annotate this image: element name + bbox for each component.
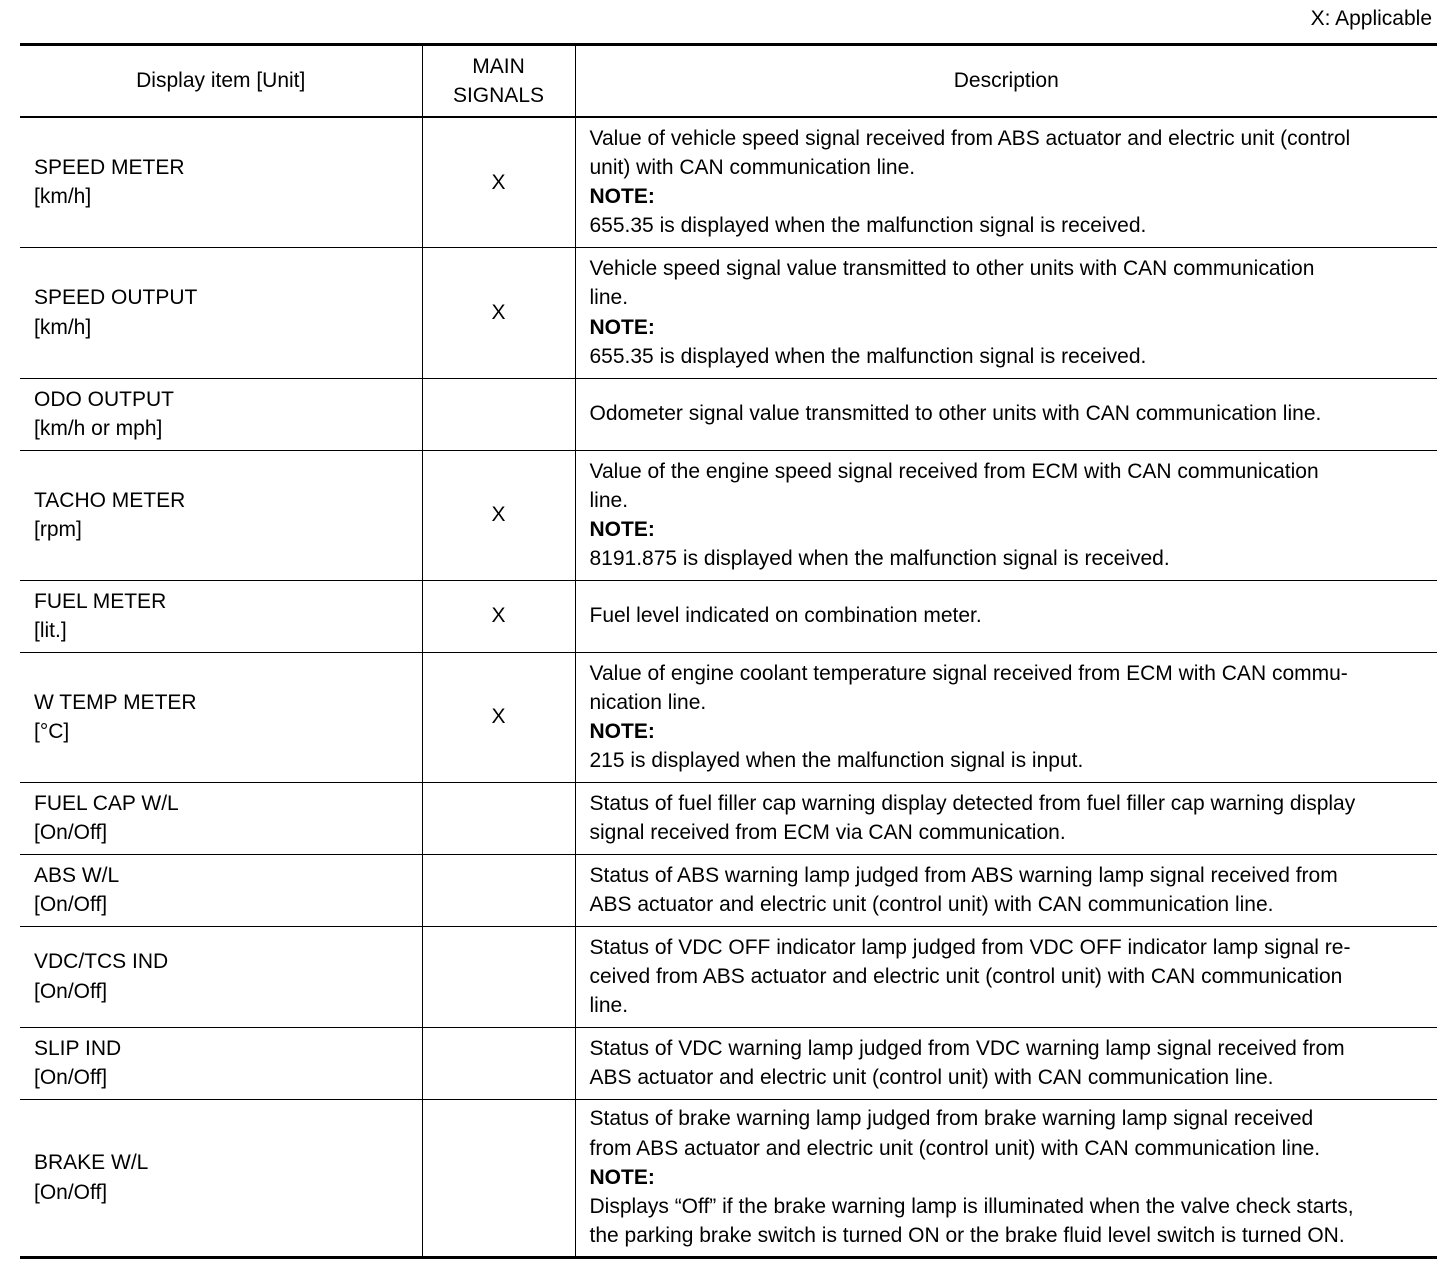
description-line: Status of brake warning lamp judged from brake warning lamp signal received	[589, 1107, 1314, 1131]
item-unit: [On/Off]	[34, 821, 108, 844]
item-unit: [km/h]	[34, 315, 92, 339]
description-cell	[575, 1027, 1437, 1099]
display-item-table	[20, 43, 1437, 1259]
description-cell	[575, 378, 1437, 450]
note-label: NOTE:	[589, 720, 655, 743]
item-unit: [km/h or mph]	[34, 417, 163, 440]
table-row	[20, 652, 1437, 782]
table-row	[20, 782, 1437, 854]
header-display-item: Display item [Unit]	[20, 45, 422, 118]
item-name: SPEED METER	[34, 156, 185, 180]
display-item-cell	[20, 580, 422, 652]
table-row	[20, 1099, 1437, 1257]
description-cell	[575, 926, 1437, 1027]
table-row	[20, 926, 1437, 1027]
main-signal-cell: X	[422, 580, 575, 652]
item-name: W TEMP METER	[34, 690, 197, 714]
item-unit: [lit.]	[34, 619, 67, 642]
note-text: the parking brake switch is turned ON or the brake fluid level switch is turned ON.	[589, 1224, 1345, 1248]
item-name: TACHO METER	[34, 488, 186, 512]
description-line: Odometer signal value transmitted to other units with CAN communication line.	[589, 402, 1322, 426]
item-unit: [rpm]	[34, 518, 82, 541]
item-name: FUEL CAP W/L	[34, 791, 179, 815]
description-line: line.	[589, 994, 629, 1018]
description-line: line.	[589, 488, 629, 512]
table-row	[20, 450, 1437, 580]
display-item-cell	[20, 117, 422, 247]
main-signal-cell	[422, 378, 575, 450]
description-line: Status of fuel filler cap warning display detected from fuel filler cap warning display	[589, 791, 1356, 815]
description-line: Value of the engine speed signal received from ECM with CAN communication	[589, 459, 1319, 483]
display-item-cell	[20, 1099, 422, 1257]
display-item-cell	[20, 247, 422, 378]
item-unit: [On/Off]	[34, 1180, 108, 1204]
description-cell	[575, 1099, 1437, 1257]
description-line: Fuel level indicated on combination meter.	[589, 604, 982, 628]
main-signal-cell: X	[422, 117, 575, 247]
display-item-cell	[20, 926, 422, 1027]
description-line: Value of vehicle speed signal received from ABS actuator and electric unit (control	[589, 126, 1351, 150]
note-text: 655.35 is displayed when the malfunction signal is received.	[589, 344, 1147, 368]
description-line: from ABS actuator and electric unit (control unit) with CAN communication line.	[589, 1136, 1321, 1160]
table-row	[20, 854, 1437, 926]
item-name: SPEED OUTPUT	[34, 286, 198, 310]
display-item-cell	[20, 450, 422, 580]
description-line: nication line.	[589, 690, 707, 714]
main-signal-cell	[422, 1099, 575, 1257]
note-text: 655.35 is displayed when the malfunction signal is received.	[589, 214, 1147, 238]
description-line: ABS actuator and electric unit (control unit) with CAN communication line.	[589, 893, 1274, 916]
description-cell	[575, 247, 1437, 378]
item-unit: [°C]	[34, 720, 70, 743]
main-signal-cell: X	[422, 652, 575, 782]
table-row	[20, 1027, 1437, 1099]
item-unit: [On/Off]	[34, 1066, 108, 1089]
description-cell	[575, 580, 1437, 652]
main-signal-cell	[422, 854, 575, 926]
note-label: NOTE:	[589, 315, 655, 339]
description-cell	[575, 854, 1437, 926]
display-item-cell	[20, 1027, 422, 1099]
header-description: Description	[575, 45, 1437, 118]
description-line: Status of VDC warning lamp judged from VDC warning lamp signal received from	[589, 1036, 1345, 1060]
table-row	[20, 247, 1437, 378]
description-line: Vehicle speed signal value transmitted to other units with CAN communication	[589, 257, 1315, 281]
item-unit: [On/Off]	[34, 979, 108, 1003]
description-cell	[575, 652, 1437, 782]
description-line: signal received from ECM via CAN communication.	[589, 821, 1066, 844]
table-row	[20, 580, 1437, 652]
description-line: Value of engine coolant temperature signal received from ECM with CAN commu-	[589, 661, 1348, 685]
header-main-line2: SIGNALS	[452, 84, 545, 107]
main-signal-cell: X	[422, 247, 575, 378]
table-row	[20, 378, 1437, 450]
description-line: ceived from ABS actuator and electric unit (control unit) with CAN communication	[589, 964, 1343, 988]
main-signal-cell: X	[422, 450, 575, 580]
item-name: ODO OUTPUT	[34, 387, 174, 411]
display-item-cell	[20, 652, 422, 782]
display-item-cell	[20, 782, 422, 854]
note-text: Displays “Off” if the brake warning lamp is illuminated when the valve check starts,	[589, 1195, 1354, 1219]
applicable-legend: X: Applicable	[1310, 7, 1432, 30]
note-label: NOTE:	[589, 185, 655, 209]
note-label: NOTE:	[589, 1165, 655, 1189]
item-name: FUEL METER	[34, 589, 167, 613]
item-unit: [On/Off]	[34, 893, 108, 916]
table-header-row	[20, 45, 1437, 118]
description-line: unit) with CAN communication line.	[589, 156, 916, 180]
item-unit: [km/h]	[34, 185, 92, 209]
item-name: BRAKE W/L	[34, 1151, 149, 1175]
item-name: ABS W/L	[34, 863, 120, 887]
display-item-cell	[20, 854, 422, 926]
description-line: line.	[589, 286, 629, 310]
description-cell	[575, 450, 1437, 580]
table-body	[20, 117, 1437, 1257]
main-signal-cell	[422, 926, 575, 1027]
display-item-cell	[20, 378, 422, 450]
description-line: Status of ABS warning lamp judged from ABS warning lamp signal received from	[589, 863, 1338, 887]
main-signal-cell	[422, 782, 575, 854]
header-main-signals	[422, 45, 575, 118]
main-signal-cell	[422, 1027, 575, 1099]
description-cell	[575, 117, 1437, 247]
table-row	[20, 117, 1437, 247]
item-name: SLIP IND	[34, 1036, 122, 1060]
note-text: 8191.875 is displayed when the malfunction signal is received.	[589, 547, 1170, 571]
item-name: VDC/TCS IND	[34, 950, 169, 974]
description-line: Status of VDC OFF indicator lamp judged from VDC OFF indicator lamp signal re-	[589, 935, 1351, 959]
header-main-line1: MAIN	[472, 54, 525, 78]
note-label: NOTE:	[589, 518, 655, 541]
note-text: 215 is displayed when the malfunction signal is input.	[589, 749, 1084, 773]
description-line: ABS actuator and electric unit (control unit) with CAN communication line.	[589, 1066, 1274, 1089]
description-cell	[575, 782, 1437, 854]
